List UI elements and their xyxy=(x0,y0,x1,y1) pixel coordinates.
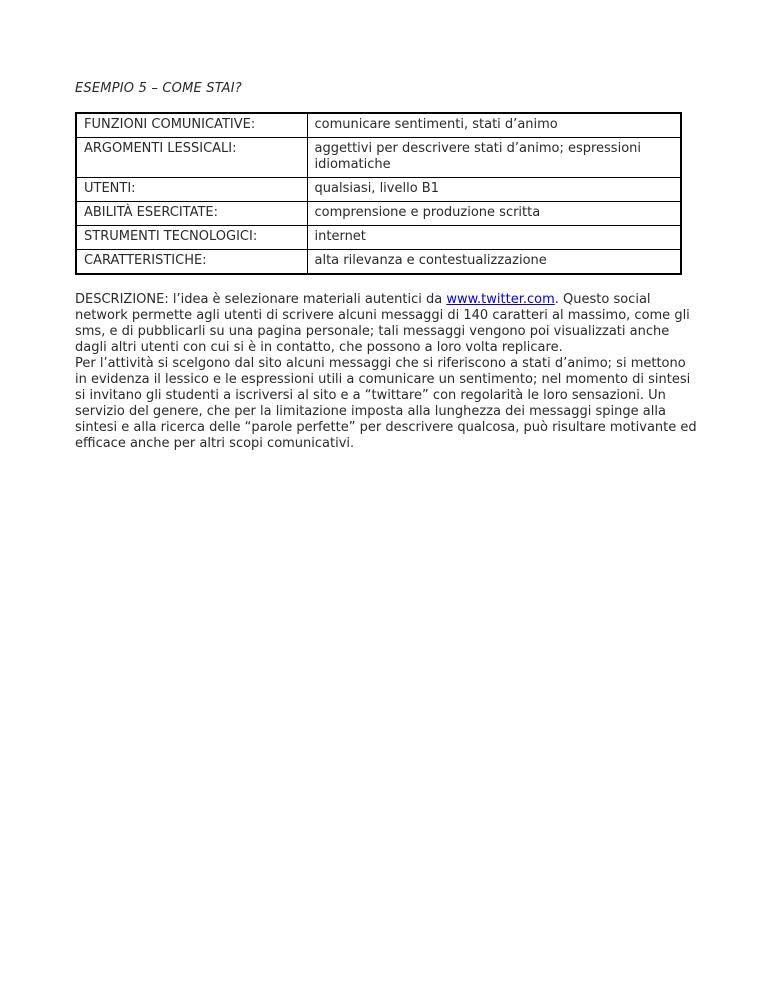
table-row xyxy=(76,113,681,138)
table-row-value: qualsiasi, livello B1 xyxy=(307,178,681,202)
info-table xyxy=(75,112,682,275)
table-row-label: ARGOMENTI LESSICALI: xyxy=(76,138,307,178)
table-row-value: aggettivi per descrivere stati d’animo; espressioni idiomatiche xyxy=(307,138,681,178)
description-text-after-link: . Questo social network permette agli utenti di scrivere alcuni messaggi di 140 caratteri al massimo, come gli sms, e di pubblicarli su una pagina personale; tali messaggi vengono poi visualizzati anche dagli altri utenti con cui si è in contatto, che possono a loro volta replicare. xyxy=(75,292,690,355)
table-row-label: FUNZIONI COMUNICATIVE: xyxy=(76,113,307,138)
page-title: ESEMPIO 5 – COME STAI? xyxy=(75,81,242,96)
table-row xyxy=(76,202,681,226)
table-row xyxy=(76,226,681,250)
description-text-before-link: DESCRIZIONE: l’idea è selezionare materiali autentici da xyxy=(75,292,447,307)
table-row-value: comunicare sentimenti, stati d’animo xyxy=(307,113,681,138)
table-row-label: STRUMENTI TECNOLOGICI: xyxy=(76,226,307,250)
table-row-label: ABILITÀ ESERCITATE: xyxy=(76,202,307,226)
table-row xyxy=(76,178,681,202)
table-row-label: CARATTERISTICHE: xyxy=(76,250,307,275)
description-block xyxy=(75,292,697,452)
table-row xyxy=(76,138,681,178)
table-row-label: UTENTI: xyxy=(76,178,307,202)
description-paragraph-2: Per l’attività si scelgono dal sito alcuni messaggi che si riferiscono a stati d’animo; si mettono in evidenza il lessico e le espressioni utili a comunicare un sentimento; nel momento di sintesi si invitano gli studenti a iscriversi al sito e a “twittare” con regolarità le loro sensazioni. Un servizio del genere, che per la limitazione imposta alla lunghezza dei messaggi spinge alla sintesi e alla ricerca delle “parole perfette” per descrivere qualcosa, può risultare motivante ed efficace anche per altri scopi comunicativi. xyxy=(75,356,697,451)
description-paragraph-1 xyxy=(75,292,697,356)
table-row-value: comprensione e produzione scritta xyxy=(307,202,681,226)
table-row xyxy=(76,250,681,275)
table-row-value: alta rilevanza e contestualizzazione xyxy=(307,250,681,275)
twitter-link[interactable]: www.twitter.com xyxy=(446,292,555,307)
table-row-value: internet xyxy=(307,226,681,250)
info-table-body xyxy=(76,113,681,274)
